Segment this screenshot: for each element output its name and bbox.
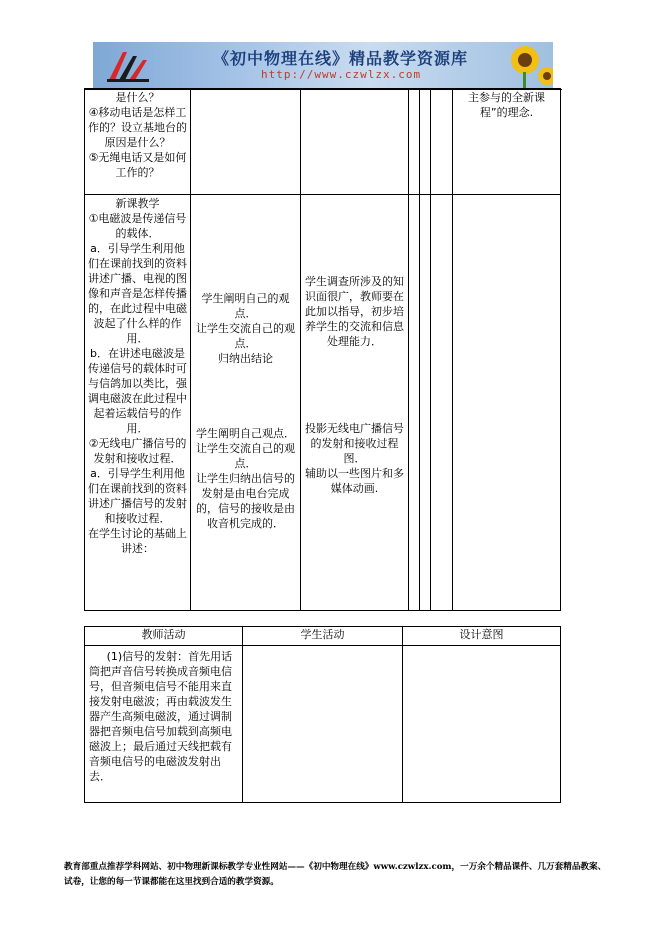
site-logo-icon — [105, 48, 151, 84]
student-activity-text-b: 学生阐明自己观点． 让学生交流自己的观点． 让学生归纳出信号的发射是由电台完成的，信号的接收是由收音机完成的． — [196, 427, 295, 530]
empty-cell — [431, 89, 453, 195]
teaching-guidance-text-b: 投影无线电广播信号的发射和接收过程图． 辅助以一些图片和多媒体动画. — [305, 422, 404, 495]
lesson-table-continued — [84, 88, 561, 611]
teacher-activity-text: (1)信号的发射：首先用话筒把声音信号转换成音频电信号，但音频电信号不能用来直接发射电磁波；再由载波发生器产生高频电磁波，通过调制器把音频电信号加载到高频电磁波上；最后通过天线把载有音频电信号的电磁波发射出去． — [89, 650, 233, 783]
teaching-guidance-cell — [301, 195, 409, 611]
empty-cell — [191, 89, 301, 195]
table-row — [85, 89, 561, 195]
header-banner — [93, 42, 553, 88]
teacher-activity-cell — [85, 195, 191, 611]
teacher-activity-cell — [85, 646, 243, 803]
page-footer: 教育部重点推荐学科网站、初中物理新课标教学专业性网站——《初中物理在线》www.czwlzx.com，一万余个精品课件、几万套精品教案、试卷，让您的每一节课都能在这里找到合适的教学资源。 — [64, 862, 607, 887]
table-row — [85, 195, 561, 611]
student-activity-cell — [191, 195, 301, 611]
empty-cell — [431, 195, 453, 611]
empty-cell — [409, 195, 420, 611]
empty-cell — [403, 646, 561, 803]
design-intent-cell — [453, 89, 561, 195]
empty-cell — [420, 195, 431, 611]
activity-table — [84, 626, 561, 803]
student-activity-text-a: 学生阐明自己的观点． 让学生交流自己的观点． 归纳出结论 — [196, 292, 295, 365]
empty-cell — [409, 89, 420, 195]
banner-url[interactable]: http://www.czwlzx.com — [261, 68, 422, 81]
teacher-activity-text: 新课教学 ①电磁波是传递信号的载体． a．引导学生利用他们在课前找到的资料讲述广播、电视的图像和声音是怎样传播的，在此过程中电磁波起了什么样的作用． b．在讲述电磁波是传递信号的载体时可与信鸽加以类比，强调电磁波在此过程中起着运载信号的作用． ②无线电广播信号的发射和接收过程． a．引导学生利用他们在课前找到的资料讲述广播信号的发射和接收过程． 在学生讨论的基础上讲述： — [88, 197, 187, 555]
teacher-activity-text: 是什么？ ④移动电话是怎样工作的？设立基地台的原因是什么？ ⑤无绳电话又是如何工作的？ — [88, 91, 187, 179]
empty-cell — [420, 89, 431, 195]
design-intent-text: 主参与的全新课程”的理念. — [468, 91, 545, 119]
banner-title: 《初中物理在线》精品教学资源库 — [213, 49, 469, 68]
teaching-guidance-text-a: 学生调查所涉及的知识面很广，教师要在此加以指导，初步培养学生的交流和信息处理能力． — [305, 275, 404, 348]
sunflower-icon — [503, 42, 553, 88]
empty-cell — [453, 195, 561, 611]
teacher-activity-cell — [85, 89, 191, 195]
table-header-row — [85, 627, 561, 646]
header-student-activity: 学生活动 — [243, 627, 403, 646]
empty-cell — [243, 646, 403, 803]
empty-cell — [301, 89, 409, 195]
table-row — [85, 646, 561, 803]
header-teacher-activity: 教师活动 — [85, 627, 243, 646]
header-design-intent: 设计意图 — [403, 627, 561, 646]
